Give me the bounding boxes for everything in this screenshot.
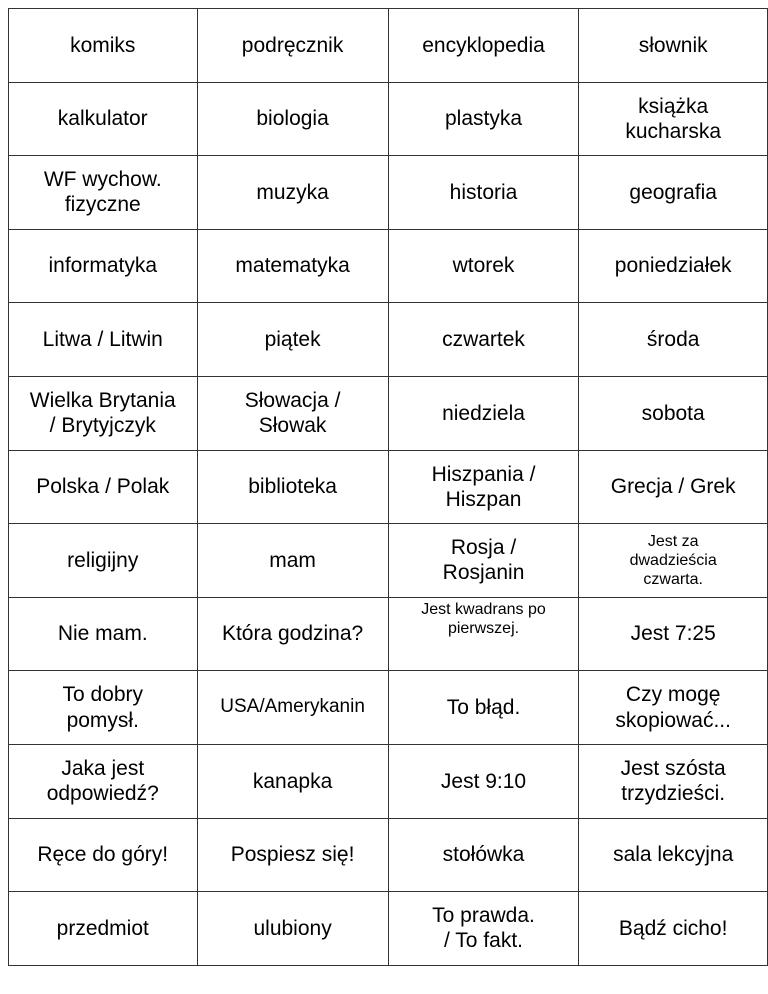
- card-text: Nie mam.: [57, 622, 148, 646]
- card-cell: [9, 671, 198, 745]
- card-cell: [197, 892, 388, 966]
- card-text: Słowacja / Słowak: [244, 389, 341, 438]
- card-cell: [388, 671, 579, 745]
- card-text: Czy mogę skopiować...: [615, 683, 731, 732]
- card-text: Wielka Brytania / Brytyjczyk: [29, 389, 176, 438]
- card-row: [9, 597, 768, 671]
- card-cell: [9, 450, 198, 524]
- card-text: religijny: [67, 548, 139, 572]
- card-text: encyklopedia: [422, 33, 545, 57]
- card-text: USA/Amerykanin: [220, 696, 365, 718]
- card-text: sala lekcyjna: [613, 843, 734, 867]
- card-cell: [9, 9, 198, 83]
- card-text: mam: [269, 548, 316, 572]
- card-cell: [388, 597, 579, 671]
- card-text: komiks: [70, 33, 136, 57]
- card-cell: [197, 597, 388, 671]
- card-text: Jest szósta trzydzieści.: [620, 757, 726, 806]
- card-cell: [197, 450, 388, 524]
- card-text: czwartek: [442, 328, 525, 352]
- vocabulary-card-grid: [8, 8, 768, 966]
- card-row: [9, 82, 768, 156]
- card-text: piątek: [264, 328, 321, 352]
- card-cell: [579, 82, 768, 156]
- card-cell: [9, 229, 198, 303]
- card-row: [9, 9, 768, 83]
- card-text: kanapka: [252, 769, 333, 793]
- card-text: Jest 9:10: [440, 769, 527, 793]
- card-text: muzyka: [256, 180, 329, 204]
- card-row: [9, 744, 768, 818]
- card-cell: [197, 524, 388, 598]
- card-cell: [579, 303, 768, 377]
- card-cell: [9, 892, 198, 966]
- card-text: To dobry pomysł.: [62, 683, 144, 732]
- card-text: matematyka: [235, 254, 350, 278]
- card-text: Jest kwadrans po pierwszej.: [421, 600, 546, 637]
- card-text: Bądź cicho!: [618, 916, 728, 940]
- card-cell: [579, 744, 768, 818]
- card-text: Pospiesz się!: [230, 843, 355, 867]
- card-cell: [388, 82, 579, 156]
- card-row: [9, 303, 768, 377]
- card-row: [9, 156, 768, 230]
- card-text: sobota: [641, 401, 705, 425]
- card-cell: [388, 303, 579, 377]
- card-text: Ręce do góry!: [37, 843, 169, 867]
- card-cell: [388, 9, 579, 83]
- card-text: WF wychow. fizyczne: [43, 168, 162, 217]
- card-row: [9, 892, 768, 966]
- card-text: przedmiot: [56, 916, 149, 940]
- card-row: [9, 671, 768, 745]
- card-cell: [579, 818, 768, 892]
- card-cell: [197, 229, 388, 303]
- card-text: geografia: [629, 180, 717, 204]
- card-cell: [9, 82, 198, 156]
- card-row: [9, 450, 768, 524]
- card-cell: [579, 450, 768, 524]
- card-cell: [9, 376, 198, 450]
- card-text: Jest 7:25: [630, 622, 716, 646]
- card-text: poniedziałek: [614, 254, 732, 278]
- card-cell: [9, 524, 198, 598]
- card-cell: [197, 156, 388, 230]
- card-text: biologia: [256, 107, 329, 131]
- card-cell: [579, 892, 768, 966]
- card-text: biblioteka: [248, 475, 337, 499]
- card-text: informatyka: [48, 254, 158, 278]
- card-text: podręcznik: [241, 33, 344, 57]
- card-text: kalkulator: [57, 107, 148, 131]
- card-text: książka kucharska: [625, 94, 722, 143]
- card-text: To błąd.: [446, 696, 521, 720]
- card-cell: [579, 376, 768, 450]
- card-text: To prawda. / To fakt.: [432, 904, 535, 953]
- card-cell: [388, 892, 579, 966]
- card-text: stołówka: [442, 843, 525, 867]
- card-text: Jaka jest odpowiedź?: [46, 757, 159, 806]
- card-cell: [9, 818, 198, 892]
- card-cell: [579, 597, 768, 671]
- card-cell: [388, 376, 579, 450]
- card-text: wtorek: [452, 254, 515, 278]
- card-text: ulubiony: [253, 916, 332, 940]
- card-cell: [197, 303, 388, 377]
- card-text: Polska / Polak: [36, 475, 170, 499]
- card-row: [9, 376, 768, 450]
- card-cell: [9, 744, 198, 818]
- card-text: Rosja / Rosjanin: [442, 536, 525, 585]
- card-cell: [197, 744, 388, 818]
- card-text: Jest za dwadzieścia czwarta.: [629, 532, 717, 589]
- card-cell: [197, 671, 388, 745]
- card-text: Która godzina?: [221, 622, 364, 646]
- card-cell: [388, 450, 579, 524]
- card-cell: [579, 671, 768, 745]
- card-cell: [9, 303, 198, 377]
- card-cell: [579, 229, 768, 303]
- card-cell: [197, 9, 388, 83]
- card-row: [9, 818, 768, 892]
- card-cell: [197, 376, 388, 450]
- card-cell: [579, 9, 768, 83]
- card-cell: [388, 156, 579, 230]
- card-text: Hiszpania / Hiszpan: [431, 462, 536, 511]
- card-text: niedziela: [442, 401, 525, 425]
- card-text: historia: [449, 180, 518, 204]
- card-text: plastyka: [444, 107, 523, 131]
- card-cell: [197, 818, 388, 892]
- card-row: [9, 524, 768, 598]
- card-cell: [388, 818, 579, 892]
- card-cell: [9, 156, 198, 230]
- card-text: Litwa / Litwin: [42, 328, 163, 352]
- card-cell: [388, 744, 579, 818]
- card-cell: [197, 82, 388, 156]
- card-cell: [388, 524, 579, 598]
- card-cell: [579, 156, 768, 230]
- card-cell: [9, 597, 198, 671]
- card-cell: [579, 524, 768, 598]
- card-row: [9, 229, 768, 303]
- card-text: Grecja / Grek: [610, 475, 736, 499]
- card-cell: [388, 229, 579, 303]
- card-text: słownik: [638, 33, 708, 57]
- card-text: środa: [646, 328, 700, 352]
